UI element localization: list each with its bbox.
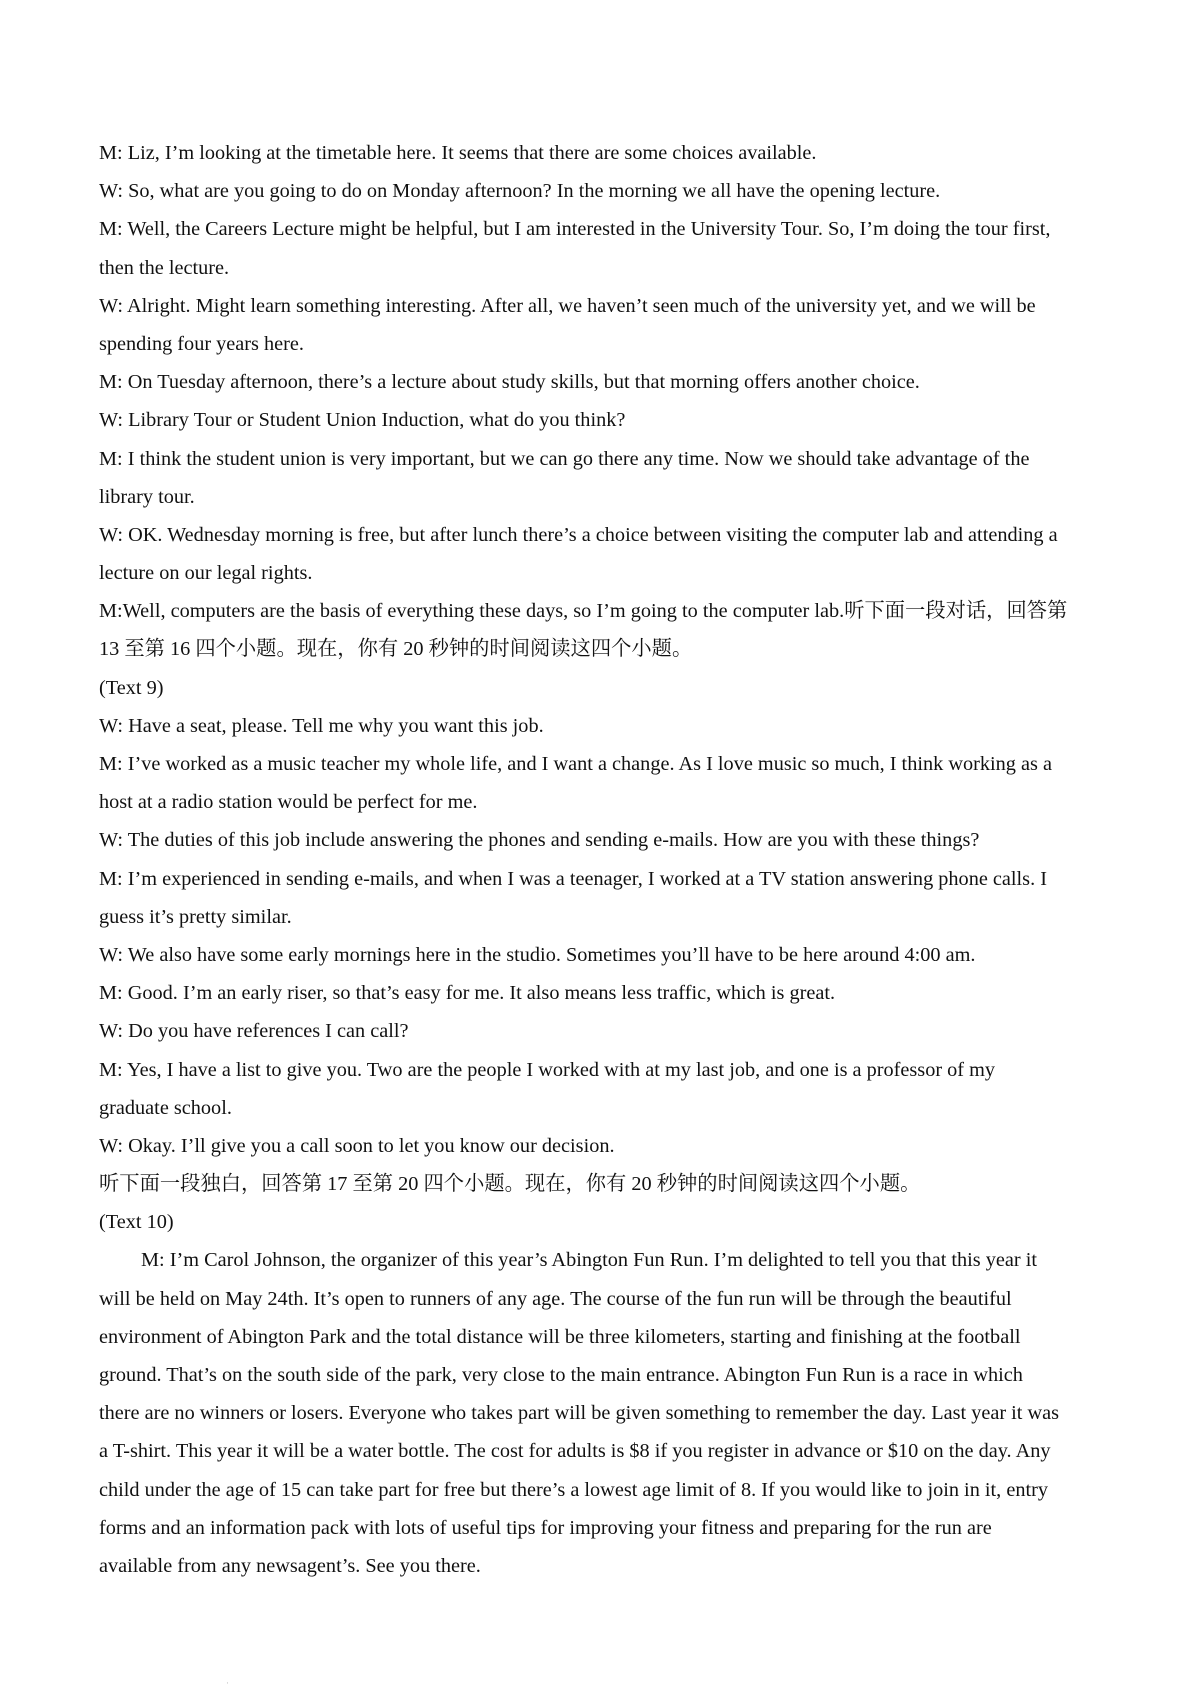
- text-line: environment of Abington Park and the total distance will be three kilometers, starting and finishing at the football: [99, 1325, 1021, 1348]
- text-line: M: Well, the Careers Lecture might be helpful, but I am interested in the University Tour. So, I’m doing the tour first,: [99, 218, 1051, 241]
- text-line: host at a radio station would be perfect for me.: [99, 791, 478, 814]
- text-line: W: The duties of this job include answering the phones and sending e-mails. How are you with these things?: [99, 829, 980, 852]
- text-line: spending four years here.: [99, 332, 304, 355]
- text-line: there are no winners or losers. Everyone who takes part will be given something to remember the day. Last year it was: [99, 1402, 1060, 1425]
- text-line: W: Okay. I’ll give you a call soon to let you know our decision.: [99, 1134, 615, 1157]
- text-line: will be held on May 24th. It’s open to runners of any age. The course of the fun run will be through the beautiful: [99, 1287, 1012, 1310]
- text-line: child under the age of 15 can take part for free but there’s a lowest age limit of 8. If you would like to join in it, entry: [99, 1478, 1048, 1501]
- text-line: lecture on our legal rights.: [99, 562, 313, 585]
- text-line: a T-shirt. This year it will be a water bottle. The cost for adults is $8 if you register in advance or $10 on the day. Any: [99, 1440, 1051, 1463]
- text-line: M: Yes, I have a list to give you. Two are the people I worked with at my last job, and one is a professor of my: [99, 1058, 996, 1081]
- text-line: ground. That’s on the south side of the park, very close to the main entrance. Abington Fun Run is a race in which: [99, 1364, 1023, 1386]
- transcript-text: [99, 134, 1111, 1585]
- text-line: available from any newsagent’s. See you there.: [99, 1554, 481, 1577]
- text-line: 听下面一段独白，回答第 17 至第 20 四个小题。现在，你有 20 秒钟的时间阅读这四个小题。: [99, 1173, 921, 1196]
- text-line: W: Library Tour or Student Union Induction, what do you think?: [99, 409, 626, 432]
- text-line: 13 至第 16 四个小题。现在，你有 20 秒钟的时间阅读这四个小题。: [99, 638, 693, 661]
- text-line: forms and an information pack with lots of useful tips for improving your fitness and preparing for the run are: [99, 1516, 992, 1539]
- footer-mark: ·: [226, 1678, 229, 1688]
- text-line: W: OK. Wednesday morning is free, but after lunch there’s a choice between visiting the computer lab and attending a: [99, 523, 1058, 546]
- text-line: graduate school.: [99, 1096, 232, 1119]
- text-line: M: On Tuesday afternoon, there’s a lecture about study skills, but that morning offers another choice.: [99, 371, 920, 394]
- text-line: W: Have a seat, please. Tell me why you want this job.: [99, 714, 544, 737]
- text-line: M: I’ve worked as a music teacher my whole life, and I want a change. As I love music so much, I think working as a: [99, 753, 1052, 775]
- text-line: guess it’s pretty similar.: [99, 905, 292, 928]
- text-line: library tour.: [99, 485, 195, 508]
- text-line: M: I’m Carol Johnson, the organizer of this year’s Abington Fun Run. I’m delighted to tell you that this year it: [141, 1249, 1038, 1272]
- text-line: then the lecture.: [99, 256, 230, 279]
- text-line: M: I think the student union is very important, but we can go there any time. Now we should take advantage of the: [99, 447, 1030, 470]
- text-line: M:Well, computers are the basis of everything these days, so I’m going to the computer lab.听下面一段对话，回答第: [99, 600, 1068, 623]
- text-line: M: Good. I’m an early riser, so that’s easy for me. It also means less traffic, which is great.: [99, 982, 836, 1005]
- text-line: W: Do you have references I can call?: [99, 1020, 409, 1043]
- text-line: W: We also have some early mornings here in the studio. Sometimes you’ll have to be here around 4:00 am.: [99, 943, 976, 966]
- text-line: M: Liz, I’m looking at the timetable here. It seems that there are some choices available.: [99, 142, 817, 164]
- text-line: W: Alright. Might learn something interesting. After all, we haven’t seen much of the university yet, and we will be: [99, 294, 1036, 317]
- section-heading-text-9: (Text 9): [99, 676, 164, 699]
- section-heading-text-10: (Text 10): [99, 1211, 174, 1234]
- text-line: M: I’m experienced in sending e-mails, and when I was a teenager, I worked at a TV station answering phone calls. I: [99, 867, 1047, 890]
- text-line: W: So, what are you going to do on Monday afternoon? In the morning we all have the opening lecture.: [99, 180, 941, 203]
